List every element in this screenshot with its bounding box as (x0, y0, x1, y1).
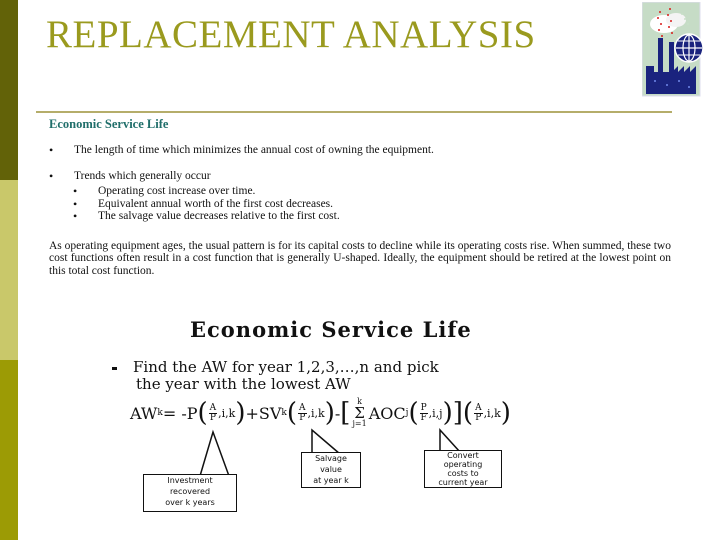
bullet-item: • The length of time which minimizes the annual cost of owning the equipment. (49, 144, 671, 157)
sub-bullet-item: • The salvage value decreases relative to the first cost. (49, 210, 671, 223)
sidebar-band-bottom (0, 360, 18, 540)
figure-bullet-line2: the year with the lowest AW (136, 375, 351, 393)
callout-pointer-2 (310, 428, 350, 454)
sidebar-accent (0, 0, 18, 540)
callout-pointer-3 (438, 428, 478, 452)
sidebar-band-top (0, 0, 18, 180)
slide-title: REPLACEMENT ANALYSIS (46, 13, 536, 56)
eq-aoc: AOC (368, 403, 406, 423)
callout-pointer-1 (195, 430, 235, 476)
eq-sv: +SV (245, 403, 282, 423)
eq-lhs: AW (130, 403, 158, 423)
eq-factor-pf: $\frac{P}{F}$ (420, 402, 427, 423)
title-divider (36, 111, 672, 113)
figure-bullet (112, 359, 439, 393)
aw-equation: AW k = -P ( $\frac{A}{P}$ ,i,k ) +SV k ( $\frac{A}{P}$ ,i,k ) - [ k Σ j=1 AOC j ( $\frac{P}{F}$ ,i,j ) ] ( $\frac{A}{P}$ ,i,k ) (130, 397, 511, 428)
square-bullet-icon (112, 367, 117, 370)
body-paragraph: As operating equipment ages, the usual pattern is for its capital costs to decline while its operating costs rise. When summed, these two cost functions often result in a cost function that is generally U-shaped. Ideally, the equipment should be retired at the lowest point on this total cost function. (49, 239, 671, 277)
sub-bullet-item: • Operating cost increase over time. (49, 185, 671, 198)
eq-lhs-sub: k (157, 408, 163, 418)
figure-title: Economic Service Life (190, 317, 472, 342)
figure-bullet-line1: Find the AW for year 1,2,3,…,n and pick (133, 358, 439, 376)
summation-icon: k Σ j=1 (352, 397, 367, 428)
section-heading: Economic Service Life (49, 117, 169, 131)
callout-salvage: Salvage value at year k (301, 452, 361, 488)
eq-factor-ap: $\frac{A}{P}$ (209, 402, 217, 423)
factory-globe-logo-icon (642, 2, 704, 98)
bullet-item: • Trends which generally occur (49, 170, 671, 183)
sub-bullet-item: • Equivalent annual worth of the first cost decreases. (49, 198, 671, 211)
callout-investment: Investment recovered over k years (143, 474, 237, 512)
eq-factor-ap3: $\frac{A}{P}$ (475, 402, 482, 423)
sidebar-band-middle (0, 180, 18, 360)
eq-factor-ap2: $\frac{A}{P}$ (299, 402, 306, 423)
text-content (49, 117, 671, 277)
callout-convert: Convert operating costs to current year (424, 450, 502, 488)
eq-equals: = -P (162, 403, 198, 423)
